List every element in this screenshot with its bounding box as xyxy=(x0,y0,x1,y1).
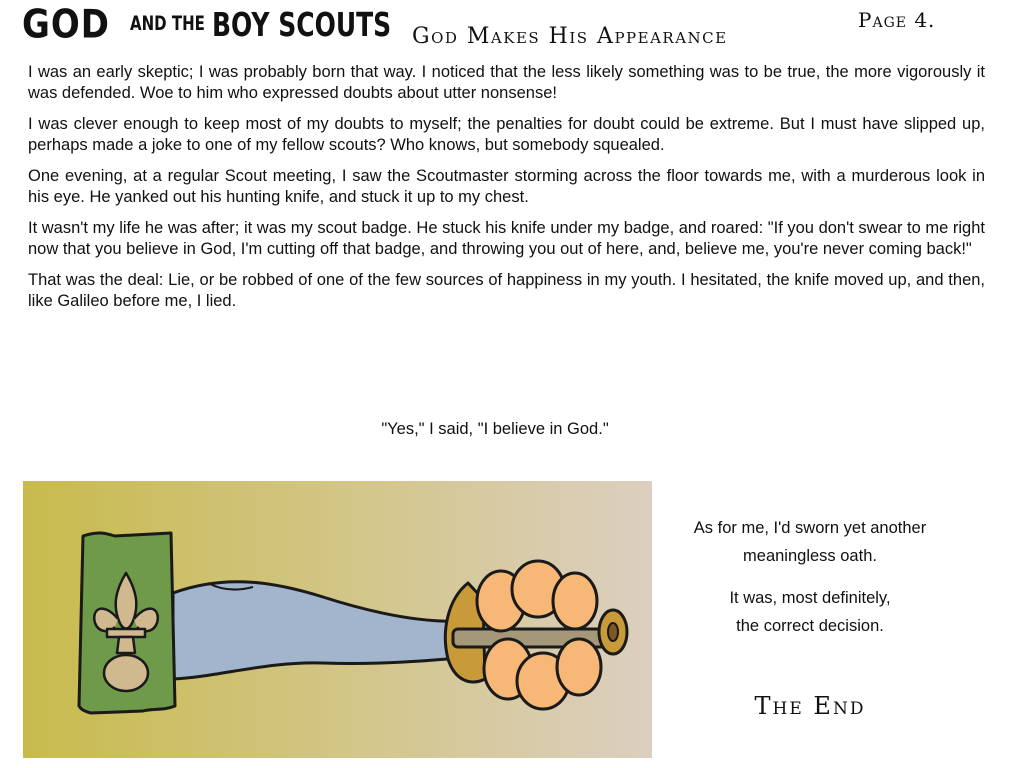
story-text xyxy=(28,62,985,322)
comic-title-and-the: AND THE xyxy=(130,12,205,36)
closing-line-3: It was, most definitely, xyxy=(729,589,891,607)
closing-line-2: meaningless oath. xyxy=(743,547,877,565)
closing-line-1: As for me, I'd sworn yet another xyxy=(693,519,927,537)
chapter-subtitle: God Makes His Appearance xyxy=(412,24,728,49)
closing-text xyxy=(660,514,960,640)
comic-title-boy-scouts: BOY SCOUTS xyxy=(212,6,392,44)
knife-under-badge-illustration xyxy=(23,481,652,758)
closing-line-4: the correct decision. xyxy=(736,617,884,635)
paragraph-2: I was clever enough to keep most of my doubts to myself; the penalties for doubt could be extreme. But I must have slipped up, perhaps made a joke to one of my fellow scouts? Who knows, but somebody squealed. xyxy=(28,115,985,154)
page-number: Page 4. xyxy=(858,8,936,32)
paragraph-1: I was an early skeptic; I was probably born that way. I noticed that the less likely something was to be true, the more vigorously it was defended. Woe to him who expressed doubts about utter nonsense! xyxy=(28,63,985,102)
paragraph-5: That was the deal: Lie, or be robbed of one of the few sources of happiness in my youth. I hesitated, the knife moved up, and then, like Galileo before me, I lied. xyxy=(28,271,985,310)
paragraph-4: It wasn't my life he was after; it was my scout badge. He stuck his knife under my badge, and roared: "If you don't swear to me right now that you believe in God, I'm cutting off that badge, and throwing you out of here, and, believe me, you're never coming back!" xyxy=(28,219,985,258)
quote-line: "Yes," I said, "I believe in God." xyxy=(381,420,609,438)
scout-badge xyxy=(79,533,175,713)
comic-title-god: GOD xyxy=(22,2,111,48)
the-end-label: The End xyxy=(754,692,866,720)
paragraph-3: One evening, at a regular Scout meeting, I saw the Scoutmaster storming across the floor towards me, with a murderous look in his eye. He yanked out his hunting knife, and stuck it up to my chest. xyxy=(28,167,985,206)
